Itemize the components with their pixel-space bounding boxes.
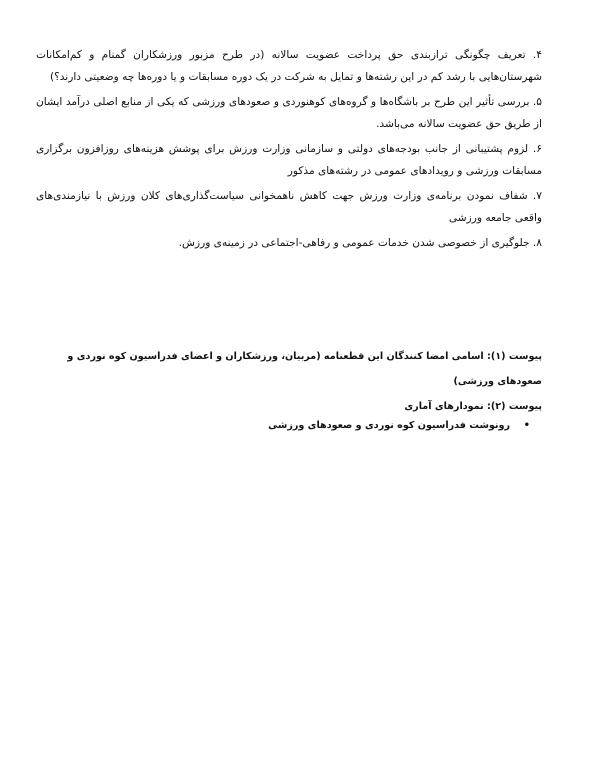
- cc-list: [36, 420, 530, 431]
- demand-item-8: ۸. جلوگیری از خصوصی شدن خدمات عمومی و رفاهی-اجتماعی در زمینه‌ی ورزش.: [178, 237, 542, 249]
- demand-item-6: ۶. لزوم پشتیبانی از جانب بودجه‌های دولتی و سازمانی وزارت ورزش برای پوشش هزینه‌های روزافزون برگزاری مسابقات ورزشی و رویدادهای عمومی در رشته‌های مذکور: [36, 143, 542, 177]
- demand-item-5: ۵. بررسی تأثیر این طرح بر باشگاه‌ها و گروه‌های کوهنوردی و صعودهای ورزشی که یکی از منابع اصلی درآمد ایشان از طریق حق عضویت سالانه می‌باشد.: [36, 96, 542, 130]
- bullet-icon: •: [523, 420, 530, 431]
- cc-item: [36, 420, 530, 431]
- appendix-1: پیوست (۱): اسامی امضا کنندگان این قطعنامه (مربیان، ورزشکاران و اعضای فدراسیون کوه نوردی و صعودهای ورزشی): [67, 351, 542, 387]
- demand-item-4: ۴. تعریف چگونگی ترازبندی حق پرداخت عضویت سالانه (در طرح مزبور ورزشکاران گمنام و کم‌امکانات شهرستان‌هایی با رشد کم در این رشته‌ها و تمایل به شرکت در یک دوره مسابقات و یا دوره‌ها چه وضعیتی دارند؟): [36, 49, 542, 83]
- demands-list: [36, 44, 542, 257]
- appendix-2: پیوست (۲): نمودارهای آماری: [404, 401, 542, 412]
- cc-text: رونوشت فدراسیون کوه نوردی و صعودهای ورزشی: [268, 420, 510, 431]
- appendices-section: [36, 344, 542, 419]
- demand-item-7: ۷. شفاف نمودن برنامه‌ی وزارت ورزش جهت کاهش ناهمخوانی سیاست‌گذاری‌های کلان ورزش با نیازمندی‌های واقعی جامعه ورزشی: [36, 190, 542, 224]
